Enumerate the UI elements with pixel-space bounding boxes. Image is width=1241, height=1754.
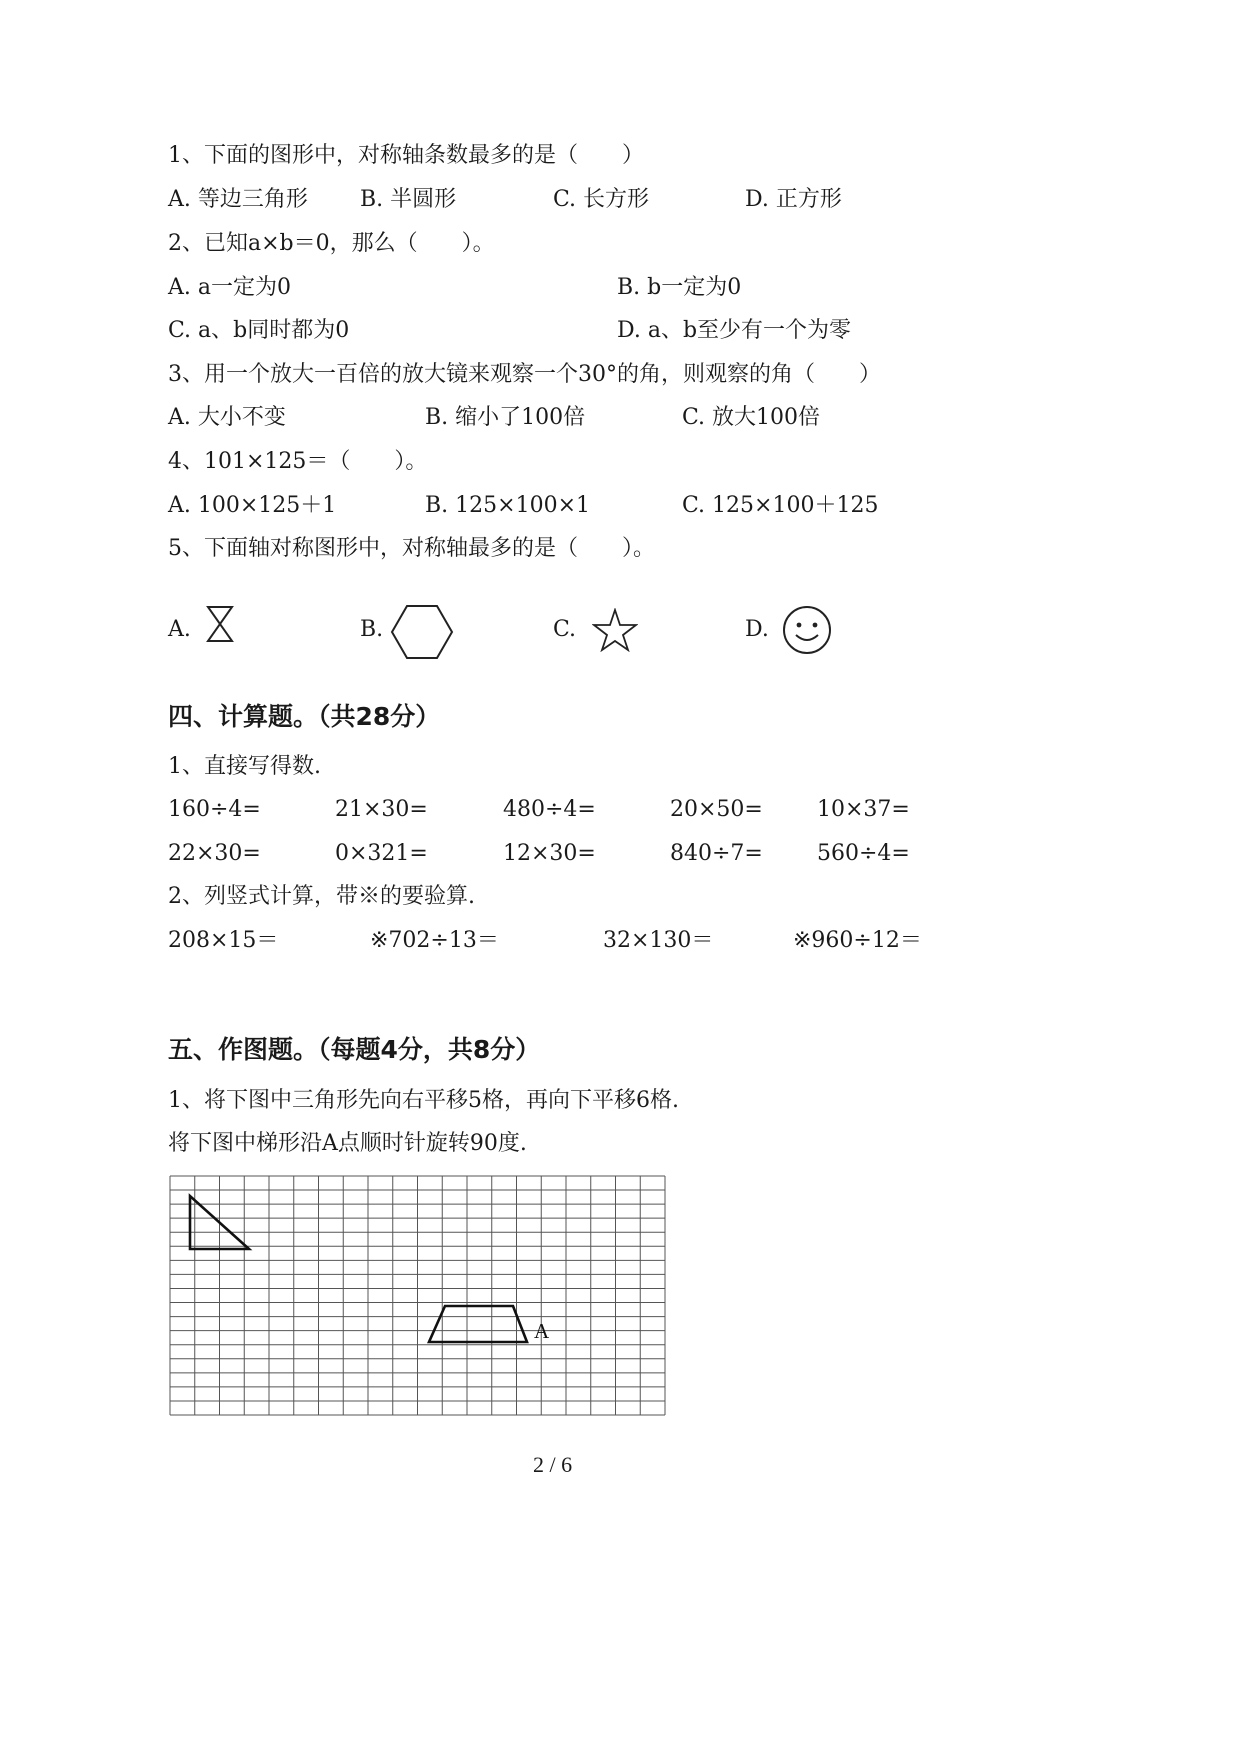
- star-icon: [592, 608, 638, 652]
- q5-option-c[interactable]: C.: [553, 617, 577, 642]
- q5-option-a[interactable]: A.: [168, 617, 191, 642]
- vertical-calc-4: ※960÷12＝: [793, 928, 922, 953]
- q4-option-a[interactable]: A. 100×125＋1: [168, 493, 337, 518]
- q2-option-a[interactable]: A. a一定为0: [168, 275, 291, 300]
- vertical-calc-3: 32×130＝: [603, 928, 714, 953]
- section-5-heading: 五、作图题。（每题4分，共8分）: [168, 1035, 541, 1064]
- vertical-calc-1: 208×15＝: [168, 928, 279, 953]
- calc-r1-c3: 480÷4=: [503, 797, 596, 822]
- q5-option-d[interactable]: D.: [745, 617, 769, 642]
- page-number: 2 / 6: [533, 1452, 573, 1477]
- calc-r2-c1: 22×30=: [168, 841, 261, 866]
- section-4-heading: 四、计算题。（共28分）: [168, 702, 441, 731]
- question-3-stem: 3、用一个放大一百倍的放大镜来观察一个30°的角，则观察的角（ ）: [168, 362, 881, 387]
- q2-option-d[interactable]: D. a、b至少有一个为零: [617, 318, 852, 343]
- calc-r1-c4: 20×50=: [670, 797, 763, 822]
- q2-option-c[interactable]: C. a、b同时都为0: [168, 318, 350, 343]
- question-5-stem: 5、下面轴对称图形中，对称轴最多的是（ ）。: [168, 536, 655, 561]
- trapezoid-shape: [429, 1306, 527, 1342]
- s5-q1-line2: 将下图中梯形沿A点顺时针旋转90度.: [168, 1131, 527, 1156]
- s4-q1-stem: 1、直接写得数.: [168, 754, 321, 779]
- s5-q1-line1: 1、将下图中三角形先向右平移5格，再向下平移6格.: [168, 1088, 679, 1113]
- q3-option-a[interactable]: A. 大小不变: [168, 405, 286, 430]
- calc-r1-c2: 21×30=: [335, 797, 428, 822]
- q5-option-b[interactable]: B.: [360, 617, 384, 642]
- calc-r1-c1: 160÷4=: [168, 797, 261, 822]
- hexagon-icon: [390, 604, 454, 660]
- question-1-stem: 1、下面的图形中，对称轴条数最多的是（ ）: [168, 143, 644, 168]
- calc-r2-c2: 0×321=: [335, 841, 428, 866]
- calc-r2-c5: 560÷4=: [817, 841, 910, 866]
- point-a-label: A: [534, 1319, 550, 1343]
- calc-r1-c5: 10×37=: [817, 797, 910, 822]
- q2-option-b[interactable]: B. b一定为0: [617, 275, 742, 300]
- grid: [168, 1174, 668, 1419]
- s4-q2-stem: 2、列竖式计算，带※的要验算.: [168, 884, 475, 909]
- q1-option-c[interactable]: C. 长方形: [553, 187, 650, 212]
- q1-option-b[interactable]: B. 半圆形: [360, 187, 457, 212]
- question-4-stem: 4、101×125＝（ ）。: [168, 449, 428, 474]
- q4-option-c[interactable]: C. 125×100＋125: [682, 493, 879, 518]
- q1-option-a[interactable]: A. 等边三角形: [168, 187, 308, 212]
- calc-r2-c3: 12×30=: [503, 841, 596, 866]
- q3-option-c[interactable]: C. 放大100倍: [682, 405, 821, 430]
- q3-option-b[interactable]: B. 缩小了100倍: [425, 405, 586, 430]
- q4-option-b[interactable]: B. 125×100×1: [425, 493, 590, 518]
- hourglass-icon: [204, 604, 236, 644]
- vertical-calc-2: ※702÷13＝: [370, 928, 499, 953]
- calc-r2-c4: 840÷7=: [670, 841, 763, 866]
- drawing-grid-area[interactable]: [168, 1174, 668, 1419]
- q1-option-d[interactable]: D. 正方形: [745, 187, 842, 212]
- smiley-icon: [781, 604, 833, 656]
- question-2-stem: 2、已知a×b＝0，那么（ ）。: [168, 231, 495, 256]
